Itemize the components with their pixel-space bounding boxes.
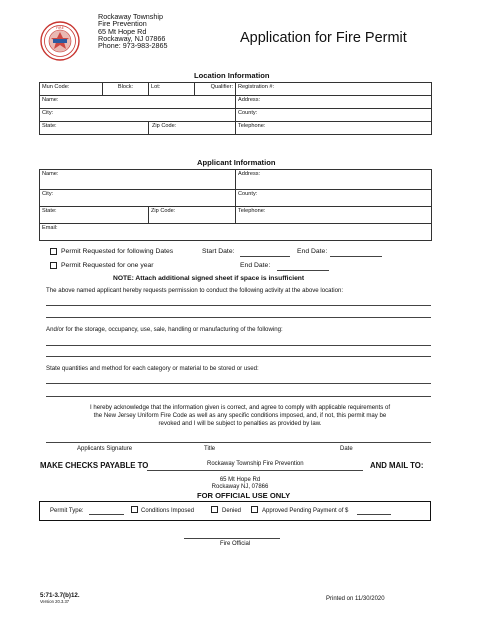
location-county-field[interactable]: County: bbox=[236, 109, 432, 122]
mail-to-label: AND MAIL TO: bbox=[370, 461, 424, 470]
mun-code-field[interactable]: Mun Code: bbox=[40, 83, 103, 96]
dates-checkbox[interactable] bbox=[50, 248, 57, 255]
location-name-field[interactable]: Name: bbox=[40, 96, 236, 109]
approved-pending-label: Approved Pending Payment of $ bbox=[262, 508, 349, 514]
applicant-state-field[interactable]: State: bbox=[40, 207, 149, 224]
qualifier-field[interactable]: Qualifier: bbox=[195, 83, 236, 96]
fire-official-line[interactable] bbox=[184, 538, 280, 539]
mail-address bbox=[212, 477, 269, 490]
permit-type-input[interactable] bbox=[89, 514, 124, 515]
conditions-imposed-checkbox[interactable] bbox=[131, 506, 138, 513]
org-line: Fire Prevention bbox=[98, 19, 147, 29]
applicant-email-field[interactable]: Email: bbox=[40, 224, 432, 241]
permit-type-label: Permit Type: bbox=[50, 508, 84, 514]
applicant-name-field[interactable]: Name: bbox=[40, 170, 236, 190]
applicant-telephone-field[interactable]: Telephone: bbox=[236, 207, 432, 224]
payee-line bbox=[147, 470, 363, 471]
ack-line: I hereby acknowledge that the information given is correct, and agree to comply with applicable requirements of bbox=[89, 404, 391, 411]
attachment-note: NOTE: Attach additional signed sheet if space is insufficient bbox=[113, 275, 305, 282]
signature-line[interactable] bbox=[46, 442, 431, 443]
applicant-address-field[interactable]: Address: bbox=[236, 170, 432, 190]
code-reference: 5:71-3.7(b)12. bbox=[40, 592, 80, 599]
location-table bbox=[39, 82, 432, 135]
storage-text: And/or for the storage, occupancy, use, sale, handling or manufacturing of the following: bbox=[46, 326, 283, 333]
location-address-field[interactable]: Address: bbox=[236, 96, 432, 109]
version-text: Version 20.3.37 bbox=[40, 599, 70, 604]
location-state-field[interactable]: State: bbox=[40, 122, 149, 135]
location-city-field[interactable]: City: bbox=[40, 109, 236, 122]
end-date-label-2: End Date: bbox=[240, 262, 271, 269]
registration-field[interactable]: Registration #: bbox=[236, 83, 432, 96]
acknowledgement-text bbox=[90, 404, 390, 428]
fire-official-label: Fire Official bbox=[220, 541, 251, 547]
ack-line: the New Jersey Uniform Fire Code as well as any specific conditions imposed, and, if not, this permit may be bbox=[93, 412, 387, 419]
applicant-city-field[interactable]: City: bbox=[40, 190, 236, 207]
denied-checkbox[interactable] bbox=[211, 506, 218, 513]
applicant-heading: Applicant Information bbox=[197, 158, 276, 167]
seal-text: FIRE bbox=[56, 26, 64, 30]
end-date-input-2[interactable] bbox=[277, 270, 329, 271]
ack-line: revoked and I will be subject to penalties as provided by law. bbox=[158, 420, 322, 427]
applicant-zip-field[interactable]: Zip Code: bbox=[149, 207, 236, 224]
denied-label: Denied bbox=[222, 508, 242, 514]
block-field[interactable]: Block: bbox=[103, 83, 149, 96]
org-line: 65 Mt Hope Rd bbox=[98, 26, 147, 36]
end-date-input[interactable] bbox=[330, 256, 382, 257]
official-use-heading: FOR OFFICIAL USE ONLY bbox=[197, 491, 291, 500]
org-line: Rockaway Township bbox=[98, 12, 163, 21]
location-zip-field[interactable]: Zip Code: bbox=[149, 122, 236, 135]
dates-option-label: Permit Requested for following Dates bbox=[61, 248, 174, 255]
org-line: Rockaway, NJ 07866 bbox=[98, 33, 166, 43]
location-telephone-field[interactable]: Telephone: bbox=[236, 122, 432, 135]
mail-address-line: Rockaway NJ, 07866 bbox=[211, 483, 269, 490]
applicant-table bbox=[39, 169, 432, 241]
payment-amount-input[interactable] bbox=[357, 514, 391, 515]
checks-payable-label: MAKE CHECKS PAYABLE TO bbox=[40, 461, 149, 470]
organization-address bbox=[98, 13, 168, 49]
end-date-label: End Date: bbox=[297, 248, 328, 255]
activity-request-text: The above named applicant hereby requests permission to conduct the following activity at the above location: bbox=[46, 287, 344, 294]
start-date-input[interactable] bbox=[240, 256, 290, 257]
title-label: Title bbox=[204, 446, 216, 452]
page-title: Application for Fire Permit bbox=[240, 30, 407, 46]
one-year-option-label: Permit Requested for one year bbox=[61, 262, 154, 269]
activity-line-1[interactable] bbox=[46, 305, 431, 306]
quantities-line-1[interactable] bbox=[46, 383, 431, 384]
fire-department-seal bbox=[40, 21, 80, 61]
conditions-imposed-label: Conditions Imposed bbox=[141, 508, 195, 514]
storage-line-1[interactable] bbox=[46, 345, 431, 346]
one-year-checkbox[interactable] bbox=[50, 262, 57, 269]
quantities-line-2[interactable] bbox=[46, 396, 431, 397]
start-date-label: Start Date: bbox=[202, 248, 235, 255]
signature-label: Applicants Signature bbox=[77, 446, 133, 452]
activity-line-2[interactable] bbox=[46, 317, 431, 318]
location-heading: Location Information bbox=[194, 71, 270, 80]
mail-address-line: 65 Mt Hope Rd bbox=[219, 477, 261, 483]
printed-date: Printed on 11/30/2020 bbox=[326, 596, 385, 602]
payee-name: Rockaway Township Fire Prevention bbox=[207, 461, 304, 467]
date-label: Date bbox=[340, 446, 353, 452]
lot-field[interactable]: Lot: bbox=[149, 83, 195, 96]
approved-pending-checkbox[interactable] bbox=[251, 506, 258, 513]
quantities-text: State quantities and method for each category or material to be stored or used: bbox=[46, 365, 259, 372]
storage-line-2[interactable] bbox=[46, 356, 431, 357]
org-line: Phone: 973-983-2865 bbox=[98, 41, 168, 51]
applicant-county-field[interactable]: County: bbox=[236, 190, 432, 207]
